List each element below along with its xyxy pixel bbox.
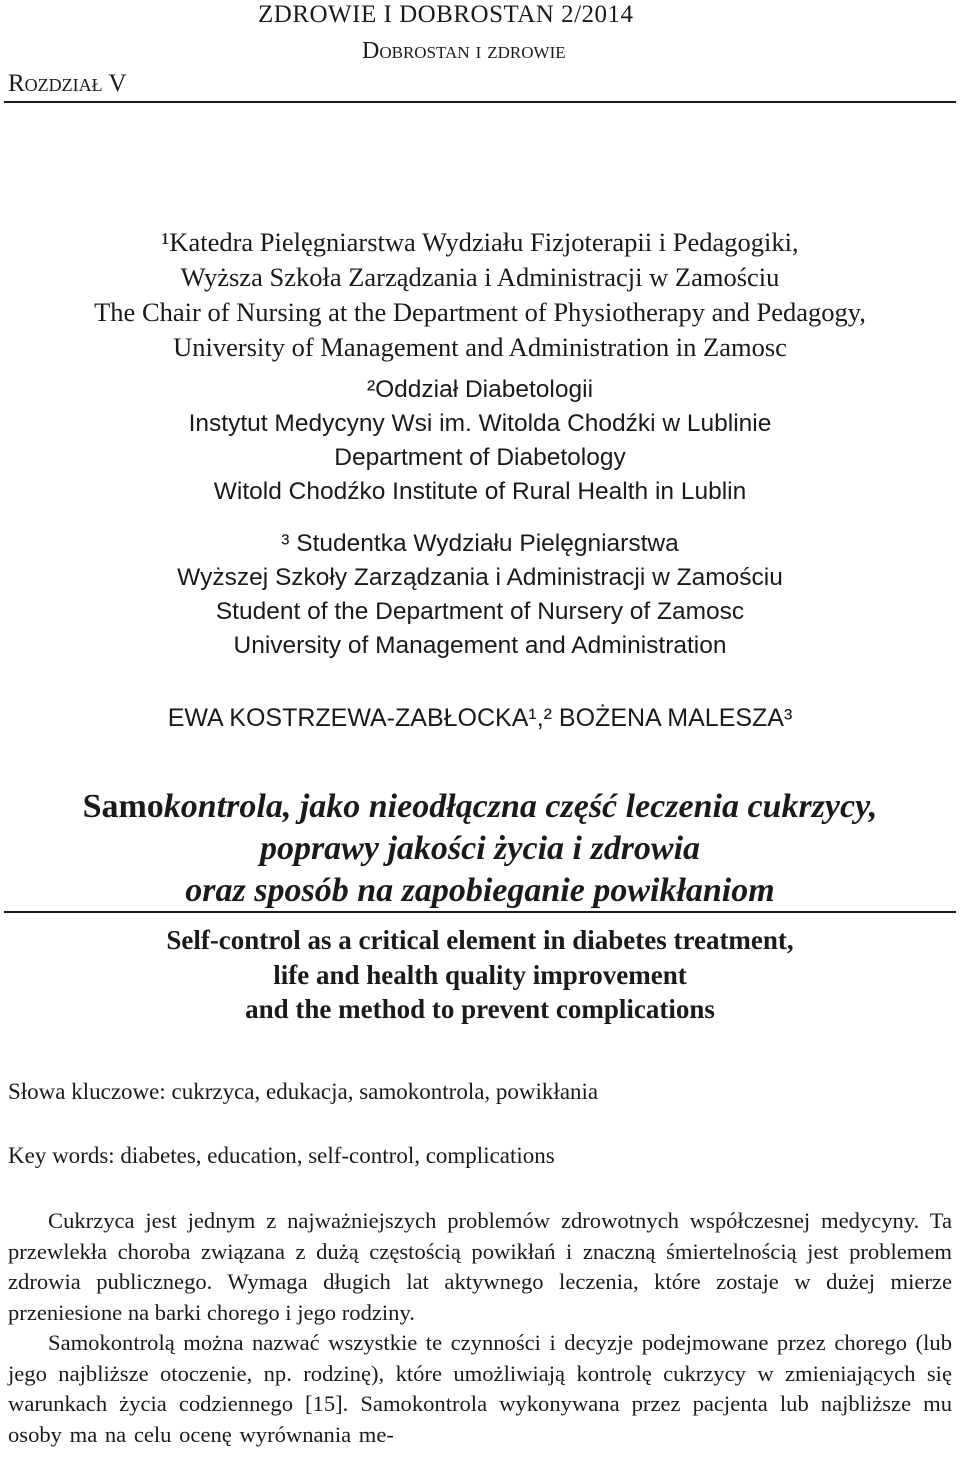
title-polish-line2: poprawy jakości życia i zdrowia [259, 830, 701, 867]
keywords-polish: Słowa kluczowe: cukrzyca, edukacja, samokontrola, powikłania [8, 1079, 599, 1104]
chapter-label: Rozdział V [8, 70, 127, 97]
title-english [0, 923, 960, 1027]
body-paragraph-1: Cukrzyca jest jednym z najważniejszych problemów zdrowotnych współczesnej medycyny. Ta przewlekła choroba związana z dużą częstością powikłań i znaczną śmiertelnością jest problemem zdrowia publicznego. Wymaga długich lat aktywnego leczenia, które zostaje w dużej mierze przeniesione na barki chorego i jego rodziny. [8, 1208, 952, 1325]
title-english-line3: and the method to prevent complications [245, 994, 715, 1024]
authors: EWA KOSTRZEWA-ZABŁOCKA¹,² BOŻENA MALESZA³ [167, 704, 793, 732]
journal-subtitle: Dobrostan i zdrowie [362, 38, 566, 64]
affiliation-2 [0, 373, 960, 509]
affiliation-3-pl-line2: Wyższej Szkoły Zarządzania i Administracji w Zamościu [177, 564, 783, 591]
affiliation-2-en-line2: Witold Chodźko Institute of Rural Health in Lublin [213, 478, 747, 505]
affiliation-3-en-line2: University of Management and Administration [233, 632, 727, 659]
affiliation-1-en-line2: University of Management and Administration in Zamosc [173, 332, 787, 362]
header-divider [4, 101, 956, 103]
title-polish-line1 [0, 786, 960, 828]
body-paragraph-2: Samokontrolą można nazwać wszystkie te czynności i decyzje podejmowane przez chorego (lub jego najbliższe otoczenie, np. rodzinę), które umożliwiają kontrolę cukrzycy w zmieniających się warunkach życia codziennego [15]. Samokontrola wykonywana przez pacjenta lub najbliższe mu osoby ma na celu ocenę wyrównania me- [8, 1330, 952, 1447]
title-english-line1: Self-control as a critical element in diabetes treatment, [166, 925, 794, 955]
keywords-english: Key words: diabetes, education, self-control, complications [8, 1143, 555, 1168]
affiliation-1-en-line1: The Chair of Nursing at the Department of Physiotherapy and Pedagogy, [94, 297, 866, 327]
affiliation-2-pl-line2: Instytut Medycyny Wsi im. Witolda Chodźki w Lublinie [188, 410, 772, 437]
title-polish [0, 786, 960, 912]
affiliation-1-pl-line2: Wyższa Szkoła Zarządzania i Administracji w Zamościu [180, 262, 780, 292]
title-divider [4, 911, 956, 913]
affiliation-2-en-line1: Department of Diabetology [334, 444, 626, 471]
affiliation-1-pl-line1: ¹Katedra Pielęgniarstwa Wydziału Fizjoterapii i Pedagogiki, [161, 227, 799, 257]
title-english-line2: life and health quality improvement [273, 959, 687, 990]
affiliation-3 [0, 527, 960, 663]
title-polish-line1-upright: Samo [82, 788, 164, 825]
title-polish-line1-italic: kontrola, jako nieodłączna część leczenia cukrzycy, [163, 788, 878, 825]
journal-title: ZDROWIE I DOBROSTAN 2/2014 [258, 1, 634, 28]
affiliation-3-pl-line1: ³ Studentka Wydziału Pielęgniarstwa [281, 530, 679, 557]
affiliation-2-pl-line1: ²Oddział Diabetologii [366, 376, 594, 403]
affiliation-3-en-line1: Student of the Department of Nursery of Zamosc [215, 598, 745, 625]
body-text [8, 1206, 952, 1450]
title-polish-line3: oraz sposób na zapobieganie powikłaniom [185, 872, 775, 909]
affiliation-1 [0, 225, 960, 365]
